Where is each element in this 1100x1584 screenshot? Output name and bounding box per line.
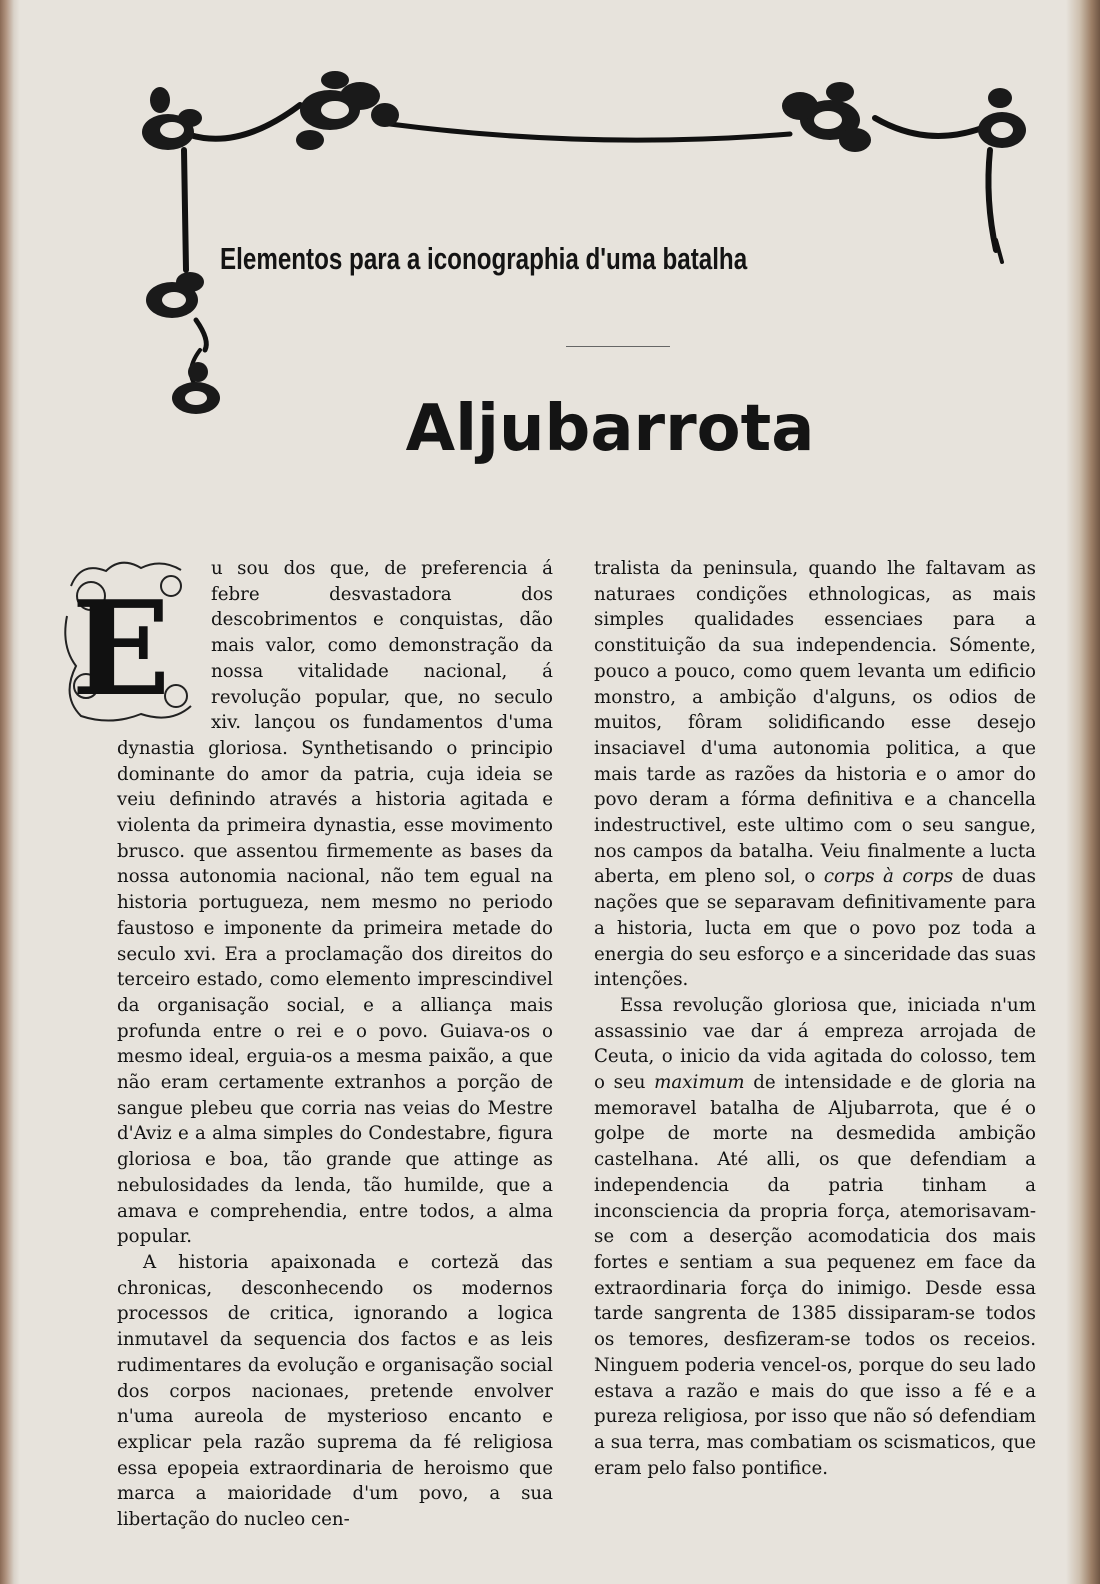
floral-dropcap-e-icon (61, 556, 203, 724)
paragraph-3 (594, 556, 1036, 993)
dropcap-letter: E (71, 572, 171, 724)
paragraph-1-text: u sou dos que, de preferencia á febre desvastadora dos descobrimentos e conquistas, dão mais valor, como demonstração da nossa vitalidade nacional, á revolução popular, que, no seculo xiv. lançou os fundamentos d'uma dynastia gloriosa. Synthetisando o principio dominante do amor da patria, cuja ideia se veiu definindo através a historia agitada e violenta da primeira dynastia, esse movimento brusco. que assentou firmemente as bases da nossa autonomia nacional, não tem egual na historia portugueza, nem mesmo no periodo faustoso e imponente da primeira metade do seculo xvi. Era a proclamação dos direitos do terceiro estado, como elemento imprescindivel da organisação social, e a alliança mais profunda entre o rei e o povo. Guiava-os o mesmo ideal, erguia-os a mesma paixão, a que não eram certamente extranhos a porção de sangue plebeu que corria nas veias do Mestre d'Aviz e a alma simples do Condestabre, figura gloriosa e boa, tão grande que attinge as nebulosidades da lenda, tão humilde, que a amava e comprehendia, entre todos, a alma popular. (117, 558, 553, 1248)
paragraph-3-text-a: tralista da peninsula, quando lhe faltavam as naturaes condições ethnologicas, as mais simples qualidades essenciaes para a constituição da sua independencia. Sómente, pouco a pouco, como quem levanta um edificio monstro, a ambição d'alguns, os odios de muitos, fôram solidificando esse desejo insaciavel d'uma autonomia politica, a que mais tarde as razões da historia e o amor do povo deram a fórma definitiva e a chancella indestructivel, este ultimo com o seu sangue, nos campos da batalha. Veiu finalmente a lucta aberta, em pleno sol, o (594, 558, 1036, 888)
paragraph-1 (71, 556, 553, 1250)
right-column (594, 556, 1036, 1481)
paragraph-4-text-a: Essa revolução gloriosa que, iniciada n'um assassinio vae dar á empreza arrojada de Ceuta, o inicio da vida agitada do colosso, tem o seu (594, 994, 1036, 1094)
left-column (71, 556, 553, 1533)
paragraph-3-text-b: de duas nações que se separavam definitivamente para a historia, lucta em que o povo poz toda a energia do seu esforço e a sinceridade das suas intenções. (594, 866, 1036, 991)
paragraph-4 (594, 993, 1036, 1481)
floral-garland-frame-icon (0, 0, 1100, 430)
series-title: Elementos para a iconographia d'uma batalha (220, 241, 748, 276)
paragraph-4-text-b: de intensidade e de gloria na memoravel batalha de Aljubarrota, que é o golpe de morte na desmedida ambição castelhana. Até alli, os que defendiam a independencia da patria tinham a inconsciencia da propria força, atemorisavam-se com a deserção acomodaticia dos mais fortes e sentiam a sua pequenez em face da extraordinaria força do inimigo. Desde essa tarde sangrenta de 1385 dissiparam-se todos os temores, desfizeram-se todos os receios. Ninguem poderia vencel-os, porque do seu lado estava a razão e mais do que isso a fé e a pureza religiosa, por isso que não só defendiam a sua terra, mas combatiam os scismaticos, que eram pelo falso pontifice. (594, 1072, 1036, 1479)
italic-phrase-corps: corps à corps (823, 866, 954, 888)
italic-word-maximum: maximum (654, 1072, 745, 1094)
paragraph-2: A historia apaixonada e corteză das chronicas, desconhecendo os modernos processos de critica, ignorando a logica inmutavel da sequencia dos factos e as leis rudimentares da evolução e organisação social dos corpos nacionaes, pretende envolver n'uma aureola de mysterioso encanto e explicar pela razão suprema da fé religiosa essa epopeia extraordinaria de heroismo que marca a maioridade d'um povo, a sua libertação do nucleo cen- (117, 1251, 553, 1531)
title-divider (566, 346, 670, 347)
page-title: Aljubarrota (405, 392, 815, 466)
